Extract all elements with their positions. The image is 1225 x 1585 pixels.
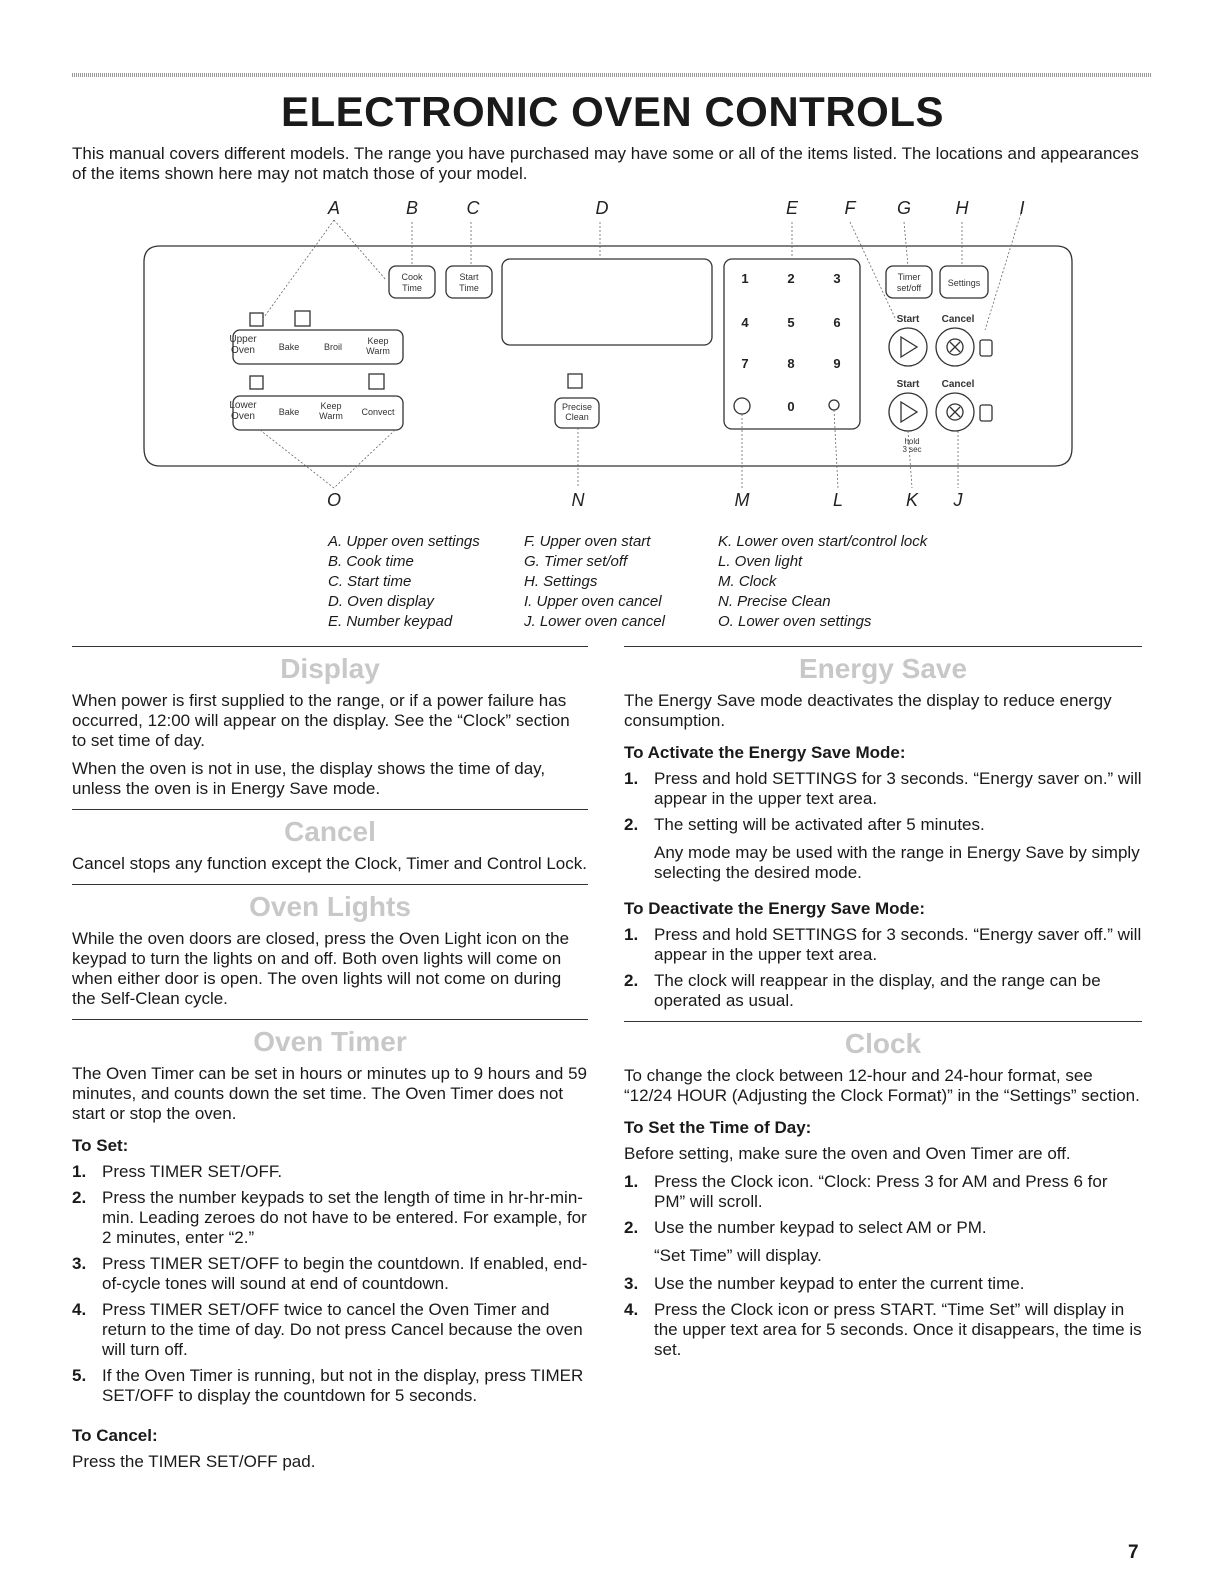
legend-item: O. Lower oven settings (718, 613, 872, 630)
callout-j: J (953, 490, 963, 510)
cook-time-label-1: Cook (401, 272, 423, 282)
right-column (624, 646, 1142, 1368)
oven-lights-heading: Oven Lights (249, 891, 411, 922)
legend-item: D. Oven display (328, 593, 434, 610)
legend-item: M. Clock (718, 573, 777, 590)
display-p1: When power is first supplied to the range, or if a power failure has occurred, 12:00 will appear on the display. See the “Clock” section to set time of day. (72, 691, 570, 750)
timer-steps (72, 1162, 588, 1406)
to-set-heading: To Set: (72, 1136, 129, 1155)
cancel-p1: Cancel stops any function except the Clock, Timer and Control Lock. (72, 854, 587, 873)
upper-oven-label-1: Upper (229, 334, 257, 345)
callout-d: D (595, 198, 609, 218)
key-2: 2 (787, 271, 795, 286)
start-time-label-1: Start (459, 272, 479, 282)
section-divider (624, 646, 1142, 647)
key-8: 8 (787, 356, 795, 371)
lower-keep-warm-2: Warm (319, 411, 343, 421)
lower-keep-warm-1: Keep (320, 401, 342, 411)
clock-step2-note: “Set Time” will display. (654, 1246, 822, 1265)
upper-keep-warm-1: Keep (367, 336, 389, 346)
list-item: 3. Press TIMER SET/OFF to begin the countdown. If enabled, end-of-cycle tones will sound at end of countdown. (72, 1254, 588, 1293)
energy-save-p1: The Energy Save mode deactivates the display to reduce energy consumption. (624, 691, 1112, 730)
list-item: 5. If the Oven Timer is running, but not in the display, press TIMER SET/OFF to display the countdown for 5 seconds. (72, 1366, 584, 1405)
key-5: 5 (787, 315, 795, 330)
hold-label-2: 3 sec (902, 445, 922, 454)
list-item: 1. Press and hold SETTINGS for 3 seconds. “Energy saver off.” will appear in the upper text area. (624, 925, 1142, 964)
top-rule (72, 73, 1152, 77)
clock-heading: Clock (844, 1028, 922, 1059)
clock-steps-cont (624, 1274, 1142, 1360)
key-7: 7 (741, 356, 749, 371)
clock-p1: To change the clock between 12-hour and 24-hour format, see “12/24 HOUR (Adjusting the Clock Format)” in the “Settings” section. (624, 1066, 1140, 1105)
cook-time-label-2: Time (402, 283, 422, 293)
left-column (72, 646, 588, 1480)
legend-item: K. Lower oven start/control lock (718, 533, 928, 550)
to-cancel-text: Press the TIMER SET/OFF pad. (72, 1452, 316, 1471)
lower-bake-label: Bake (278, 407, 300, 417)
list-item: 2. The clock will reappear in the display, and the range can be operated as usual. (624, 971, 1101, 1010)
oven-timer-p1: The Oven Timer can be set in hours or minutes up to 9 hours and 59 minutes, and counts down the set time. The Oven Timer does not start or stop the oven. (72, 1064, 588, 1123)
callout-n: N (571, 490, 585, 510)
legend-col-2 (524, 532, 665, 632)
callout-o: O (326, 490, 342, 510)
section-divider (624, 1021, 1142, 1022)
key-4: 4 (741, 315, 749, 330)
control-panel-diagram (0, 190, 1225, 520)
legend-item: I. Upper oven cancel (524, 593, 662, 610)
list-item: 1. Press TIMER SET/OFF. (72, 1162, 283, 1181)
section-divider (72, 809, 588, 810)
legend-item: G. Timer set/off (524, 553, 628, 570)
upper-start-label: Start (896, 314, 920, 325)
cancel-heading: Cancel (284, 816, 376, 847)
callout-k: K (905, 490, 919, 510)
legend-item: B. Cook time (328, 553, 414, 570)
timer-label-1: Timer (897, 272, 921, 282)
activate-heading: To Activate the Energy Save Mode: (624, 743, 906, 762)
list-item: 1. Press the Clock icon. “Clock: Press 3 for AM and Press 6 for PM” will scroll. (624, 1172, 1108, 1211)
callout-g: G (896, 198, 912, 218)
start-time-label-2: Time (459, 283, 479, 293)
timer-label-2: set/off (896, 283, 922, 293)
legend-item: L. Oven light (718, 553, 803, 570)
key-6: 6 (833, 315, 841, 330)
clock-p2: Before setting, make sure the oven and Oven Timer are off. (624, 1144, 1071, 1163)
list-item: 2. Use the number keypad to select AM or PM. (624, 1218, 987, 1237)
energy-save-heading: Energy Save (798, 653, 968, 684)
upper-cancel-label: Cancel (941, 314, 975, 325)
set-time-heading: To Set the Time of Day: (624, 1118, 812, 1137)
key-3: 3 (833, 271, 841, 286)
key-1: 1 (741, 271, 749, 286)
list-item: 4. Press TIMER SET/OFF twice to cancel the Oven Timer and return to the time of day. Do not press Cancel because the oven will turn off. (72, 1300, 583, 1359)
list-item: 2. Press the number keypads to set the length of time in hr-hr-min-min. Leading zeroes do not have to be entered. For example, for 2 minutes, enter “2.” (72, 1188, 587, 1247)
legend-item: J. Lower oven cancel (524, 613, 665, 630)
to-cancel-heading: To Cancel: (72, 1426, 158, 1445)
legend-item: A. Upper oven settings (328, 533, 480, 550)
callout-l: L (832, 490, 844, 510)
page-number: 7 (1128, 1542, 1139, 1563)
legend-item: H. Settings (524, 573, 598, 590)
oven-timer-heading: Oven Timer (253, 1026, 407, 1057)
callout-m: M (734, 490, 750, 510)
precise-clean-1: Precise (561, 402, 593, 412)
lower-start-label: Start (896, 379, 920, 390)
callout-a: A (327, 198, 341, 218)
intro-text: This manual covers different models. The range you have purchased may have some or all of the items listed. The locations and appearances of the items shown here may not match those of your model. (72, 144, 1139, 183)
callout-i: I (1019, 198, 1025, 218)
legend-col-1 (328, 532, 480, 632)
list-item: 3. Use the number keypad to enter the current time. (624, 1274, 1025, 1293)
section-divider (72, 646, 588, 647)
settings-label: Settings (947, 278, 981, 288)
key-0: 0 (787, 399, 795, 414)
convect-label: Convect (361, 407, 395, 417)
list-item: 1. Press and hold SETTINGS for 3 seconds. “Energy saver on.” will appear in the upper text area. (624, 769, 1142, 808)
upper-oven-label-2: Oven (231, 345, 255, 356)
lower-oven-label-1: Lower (229, 400, 257, 411)
upper-keep-warm-2: Warm (366, 346, 390, 356)
section-divider (72, 884, 588, 885)
callout-c: C (466, 198, 480, 218)
legend-col-3 (718, 532, 927, 632)
callout-b: B (405, 198, 419, 218)
key-9: 9 (833, 356, 841, 371)
activate-note: Any mode may be used with the range in Energy Save by simply selecting the desired mode. (654, 843, 1140, 882)
upper-broil-label: Broil (323, 342, 343, 352)
hold-label-1: hold (904, 437, 920, 446)
upper-bake-label: Bake (278, 342, 300, 352)
legend-item: C. Start time (328, 573, 412, 590)
precise-clean-2: Clean (565, 412, 589, 422)
activate-steps (624, 769, 1142, 835)
legend-item: E. Number keypad (328, 613, 453, 630)
oven-lights-p1: While the oven doors are closed, press the Oven Light icon on the keypad to turn the lights on and off. Both oven lights will come on when either door is open. The oven lights will not come on during the Self-Clean cycle. (72, 929, 570, 1008)
callout-e: E (785, 198, 799, 218)
lower-oven-label-2: Oven (231, 411, 255, 422)
legend-item: N. Precise Clean (718, 593, 831, 610)
display-heading: Display (280, 653, 380, 684)
legend-item: F. Upper oven start (524, 533, 651, 550)
lower-cancel-label: Cancel (941, 379, 975, 390)
display-p2: When the oven is not in use, the display shows the time of day, unless the oven is in Energy Save mode. (72, 759, 546, 798)
page-title: ELECTRONIC OVEN CONTROLS (280, 88, 945, 135)
clock-steps (624, 1172, 1142, 1238)
callout-f: F (844, 198, 856, 218)
deactivate-steps (624, 925, 1142, 1011)
list-item: 2. The setting will be activated after 5 minutes. (624, 815, 985, 834)
callout-h: H (955, 198, 969, 218)
section-divider (72, 1019, 588, 1020)
deactivate-heading: To Deactivate the Energy Save Mode: (624, 899, 926, 918)
list-item: 4. Press the Clock icon or press START. “Time Set” will display in the upper text area for 5 seconds. Once it disappears, the time is set. (624, 1300, 1142, 1359)
